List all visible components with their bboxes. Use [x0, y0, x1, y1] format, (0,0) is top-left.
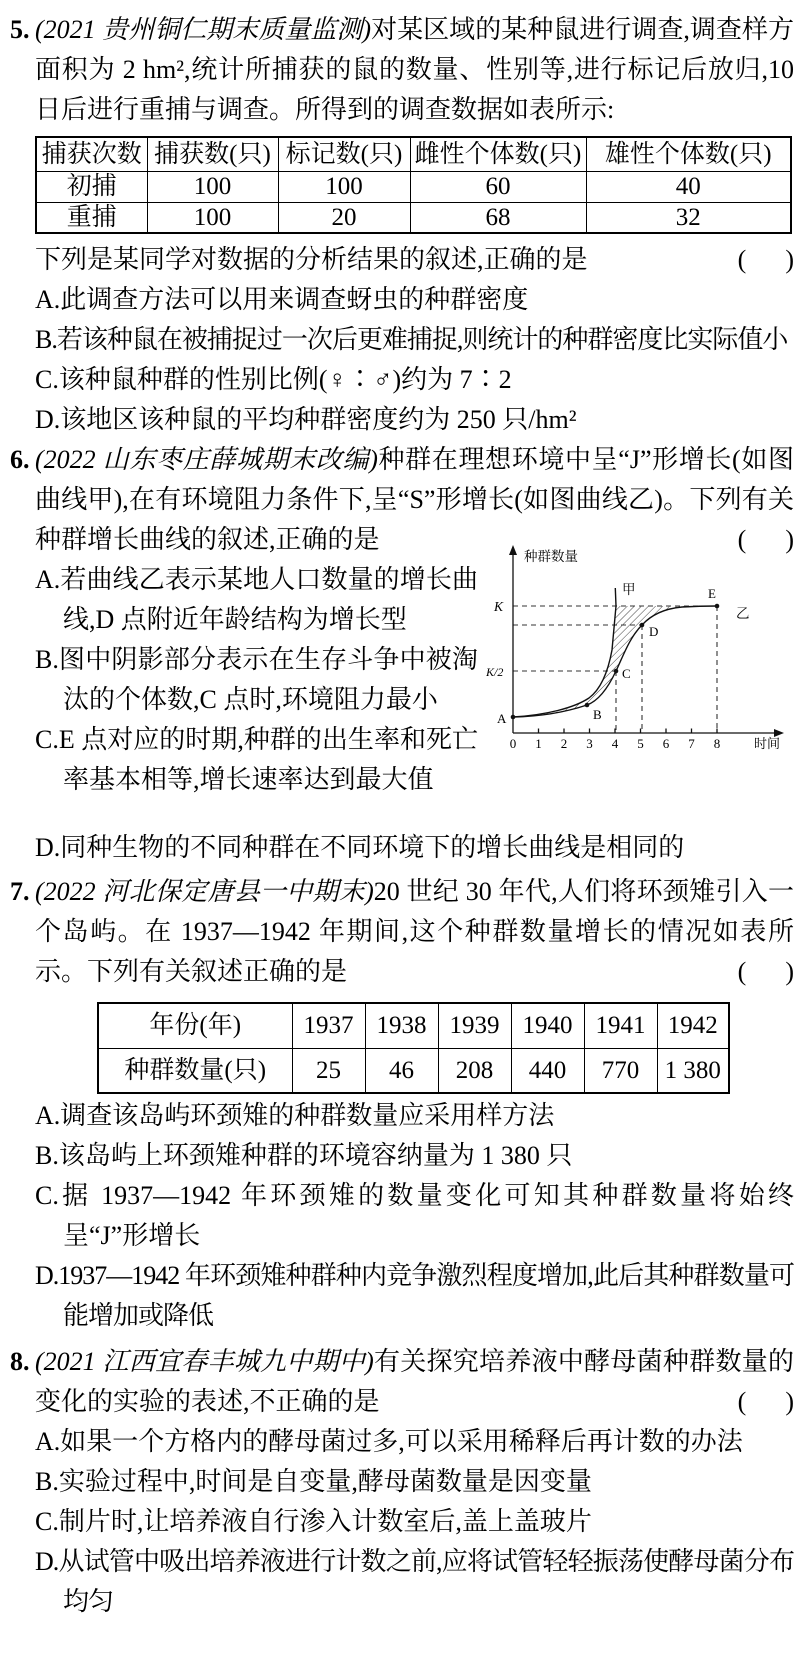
table-cell: 46	[365, 1048, 438, 1093]
option-c: C.据 1937—1942 年环颈雉的数量变化可知其种群数量将始终呈“J”形增长	[35, 1181, 794, 1250]
table-cell: 初捕	[36, 171, 147, 202]
option-d: D.从试管中吸出培养液进行计数之前,应将试管轻轻振荡使酵母菌分布均匀	[35, 1547, 794, 1616]
table-header-cell: 1941	[584, 1003, 657, 1048]
svg-text:8: 8	[713, 736, 721, 751]
option-a: A.此调查方法可以用来调查蚜虫的种群密度	[35, 285, 529, 314]
x-tick-labels	[510, 736, 721, 751]
option-b: B.图中阴影部分表示在生存斗争中被淘汰的个体数,C 点时,环境阻力最小	[35, 645, 478, 714]
option-c: C.该种鼠种群的性别比例(♀∶♂)约为 7∶2	[35, 365, 512, 394]
table-row	[36, 202, 791, 233]
table-header-cell: 捕获次数	[36, 137, 147, 171]
option-b: B.实验过程中,时间是自变量,酵母菌数量是因变量	[35, 1467, 592, 1496]
table-row	[98, 1048, 729, 1093]
curve-jia-j-shape	[513, 588, 616, 717]
option-d: D.同种生物的不同种群在不同环境下的增长曲线是相同的	[35, 833, 685, 862]
answer-bracket: ( )	[737, 525, 794, 554]
figure-x-axis-label: 时间	[754, 736, 781, 751]
svg-text:3: 3	[586, 736, 593, 751]
question-source: (2022 河北保定唐县一中期末)	[35, 877, 374, 906]
table-header-cell: 年份(年)	[98, 1003, 292, 1048]
k-half-label: K/2	[486, 665, 504, 679]
table-cell: 440	[511, 1048, 584, 1093]
table-header-cell: 1940	[511, 1003, 584, 1048]
option-a: A.调查该岛屿环颈雉的种群数量应采用样方法	[35, 1101, 555, 1130]
option-c: C.制片时,让培养液自行渗入计数室后,盖上盖玻片	[35, 1507, 592, 1536]
point-a-label: A	[497, 711, 507, 726]
table-row	[98, 1003, 729, 1048]
svg-text:5: 5	[637, 736, 644, 751]
table-header-cell: 1942	[657, 1003, 729, 1048]
table-cell: 1 380	[657, 1048, 729, 1093]
table-header-cell: 1938	[365, 1003, 438, 1048]
table-cell: 100	[278, 171, 410, 202]
svg-text:0: 0	[509, 736, 517, 751]
svg-text:4: 4	[611, 736, 619, 751]
question-source: (2021 贵州铜仁期末质量监测)	[35, 15, 372, 44]
table-cell: 208	[438, 1048, 511, 1093]
table-cell: 重捕	[36, 202, 147, 233]
question-stem	[35, 440, 794, 560]
question-source: (2022 山东枣庄薛城期末改编)	[35, 445, 378, 474]
option-d: D.1937—1942 年环颈雉种群种内竞争激烈程度增加,此后其种群数量可能增加或降低	[35, 1261, 794, 1330]
question-6	[0, 440, 794, 868]
question-number: 5.	[10, 15, 30, 44]
question-stem	[35, 872, 794, 992]
answer-bracket: ( )	[737, 245, 794, 274]
option-a: A.若曲线乙表示某地人口数量的增长曲线,D 点附近年龄结构为增长型	[35, 565, 478, 634]
option-b: B.若该种鼠在被捕捉过一次后更难捕捉,则统计的种群密度比实际值小	[35, 325, 788, 354]
question-number: 8.	[10, 1347, 30, 1376]
table-cell: 68	[410, 202, 586, 233]
table-header-cell: 标记数(只)	[278, 137, 410, 171]
axes	[513, 549, 776, 733]
point-d-label: D	[649, 624, 659, 639]
shaded-area	[541, 606, 699, 715]
stem-text: 种群在理想环境中呈“J”形增长(如图曲线甲),在有环境阻力条件下,呈“S”形增长(如图曲线乙)。下列有关种群增长曲线的叙述,正确的是	[35, 445, 794, 554]
table-header-cell: 1939	[438, 1003, 511, 1048]
population-growth-figure	[486, 542, 794, 754]
question-number: 6.	[10, 445, 30, 474]
table-cell: 770	[584, 1048, 657, 1093]
svg-text:1: 1	[535, 736, 542, 751]
stem-text: 有关探究培养液中酵母菌种群数量的变化的实验的表述,不正确的是	[35, 1347, 794, 1416]
question-5	[0, 10, 794, 440]
svg-text:2: 2	[560, 736, 568, 751]
table-header-cell: 雌性个体数(只)	[410, 137, 586, 171]
point-b-label: B	[593, 707, 602, 722]
point-e-label: E	[708, 586, 716, 601]
question-stem	[35, 10, 794, 130]
table-cell: 种群数量(只)	[98, 1048, 292, 1093]
table-cell: 100	[147, 202, 278, 233]
svg-text:6: 6	[662, 736, 670, 751]
options-with-figure	[35, 549, 794, 868]
question-8	[0, 1342, 794, 1622]
curve-yi-label: 乙	[736, 606, 750, 621]
table-cell: 32	[586, 202, 791, 233]
table-cell: 20	[278, 202, 410, 233]
svg-text:7: 7	[688, 736, 695, 751]
table-header-cell: 捕获数(只)	[147, 137, 278, 171]
k-label: K	[494, 599, 504, 614]
table-cell: 60	[410, 171, 586, 202]
answer-bracket: ( )	[737, 1387, 794, 1416]
question-prompt: 下列是某同学对数据的分析结果的叙述,正确的是 ( )	[35, 240, 794, 280]
question-number: 7.	[10, 877, 30, 906]
option-d: D.该地区该种鼠的平均种群密度约为 250 只/hm²	[35, 405, 577, 434]
figure-y-axis-label: 种群数量	[524, 549, 578, 564]
option-b: B.该岛屿上环颈雉种群的环境容纳量为 1 380 只	[35, 1141, 573, 1170]
table-header-cell: 1937	[292, 1003, 365, 1048]
table-cell: 40	[586, 171, 791, 202]
table-row	[36, 171, 791, 202]
capture-data-table	[35, 136, 792, 234]
option-a: A.如果一个方格内的酵母菌过多,可以采用稀释后再计数的办法	[35, 1427, 743, 1456]
question-stem	[35, 1342, 794, 1422]
curve-jia-label: 甲	[622, 582, 636, 597]
question-7	[0, 872, 794, 1336]
answer-bracket: ( )	[737, 957, 794, 986]
pheasant-population-table	[97, 1002, 730, 1094]
table-header-cell: 雄性个体数(只)	[586, 137, 791, 171]
table-row	[36, 137, 791, 171]
option-c: C.E 点对应的时期,种群的出生率和死亡率基本相等,增长速率达到最大值	[35, 725, 478, 794]
table-cell: 100	[147, 171, 278, 202]
question-source: (2021 江西宜春丰城九中期中)	[35, 1347, 374, 1376]
stem-text: 20 世纪 30 年代,人们将环颈雉引入一个岛屿。在 1937—1942 年期间,这个种群数量增长的情况如表所示。下列有关叙述正确的是	[35, 877, 794, 986]
point-c-label: C	[622, 666, 631, 681]
table-cell: 25	[292, 1048, 365, 1093]
stem-text: 对某区域的某种鼠进行调查,调查样方面积为 2 hm²,统计所捕获的鼠的数量、性别等,进行标记后放归,10 日后进行重捕与调查。所得到的调查数据如表所示:	[35, 15, 794, 124]
